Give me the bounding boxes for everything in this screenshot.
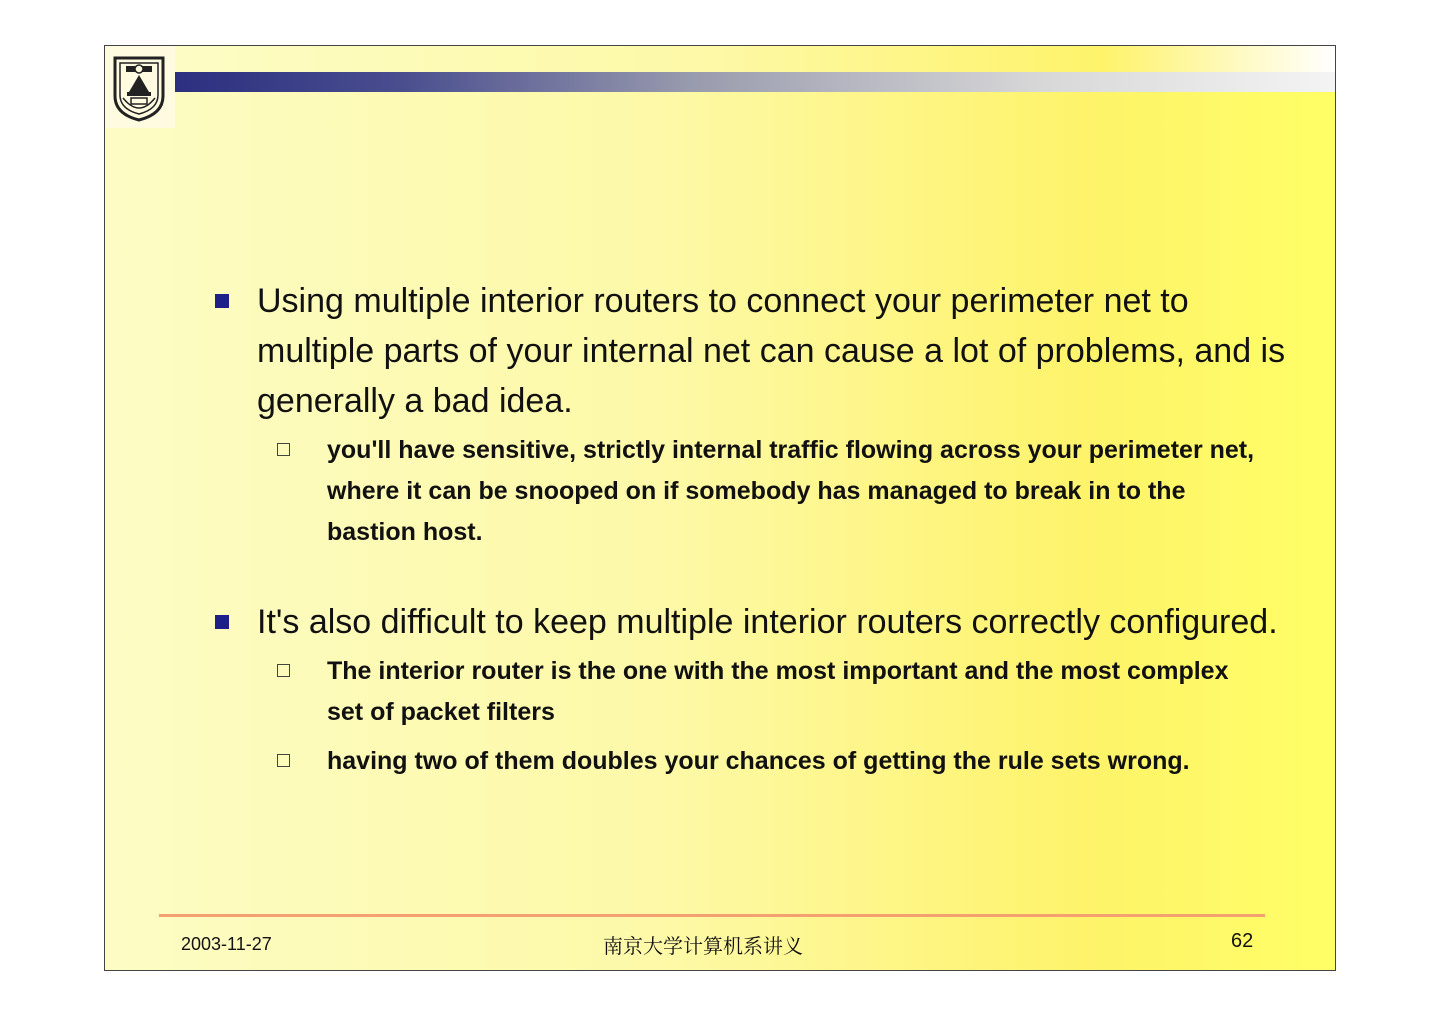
bullet-text: you'll have sensitive, strictly internal traffic flowing across your perimeter net, where it can be snooped on if somebody has managed to break in to the bastion host.: [327, 436, 1255, 546]
slide-content: [209, 276, 1289, 790]
bullet-text: The interior router is the one with the most important and the most complex set of packet filters: [327, 657, 1229, 726]
bullet-text: having two of them doubles your chances of getting the rule sets wrong.: [327, 747, 1190, 775]
bullet-level1: [209, 597, 1289, 647]
square-bullet-icon: [215, 294, 229, 308]
header-gradient-bar: [175, 72, 1335, 92]
hollow-square-bullet-icon: [277, 664, 290, 677]
header-background: [175, 46, 1335, 72]
slide: [104, 45, 1336, 971]
bullet-text: It's also difficult to keep multiple interior routers correctly configured.: [257, 603, 1278, 641]
university-crest-icon: [105, 46, 175, 128]
hollow-square-bullet-icon: [277, 443, 290, 456]
bullet-level1: [209, 276, 1289, 426]
hollow-square-bullet-icon: [277, 754, 290, 767]
page-number: 62: [1231, 930, 1254, 952]
footer-course-title: 南京大学计算机系讲义: [603, 934, 803, 958]
bullet-text: Using multiple interior routers to connect your perimeter net to multiple parts of your internal net can cause a lot of problems, and is generally a bad idea.: [257, 282, 1286, 420]
footer-date: 2003-11-27: [181, 934, 272, 954]
bullet-level2: [209, 651, 1267, 733]
square-bullet-icon: [215, 615, 229, 629]
bullet-level2: [209, 741, 1267, 782]
bullet-level2: [209, 430, 1267, 553]
footer-divider: [159, 914, 1265, 917]
